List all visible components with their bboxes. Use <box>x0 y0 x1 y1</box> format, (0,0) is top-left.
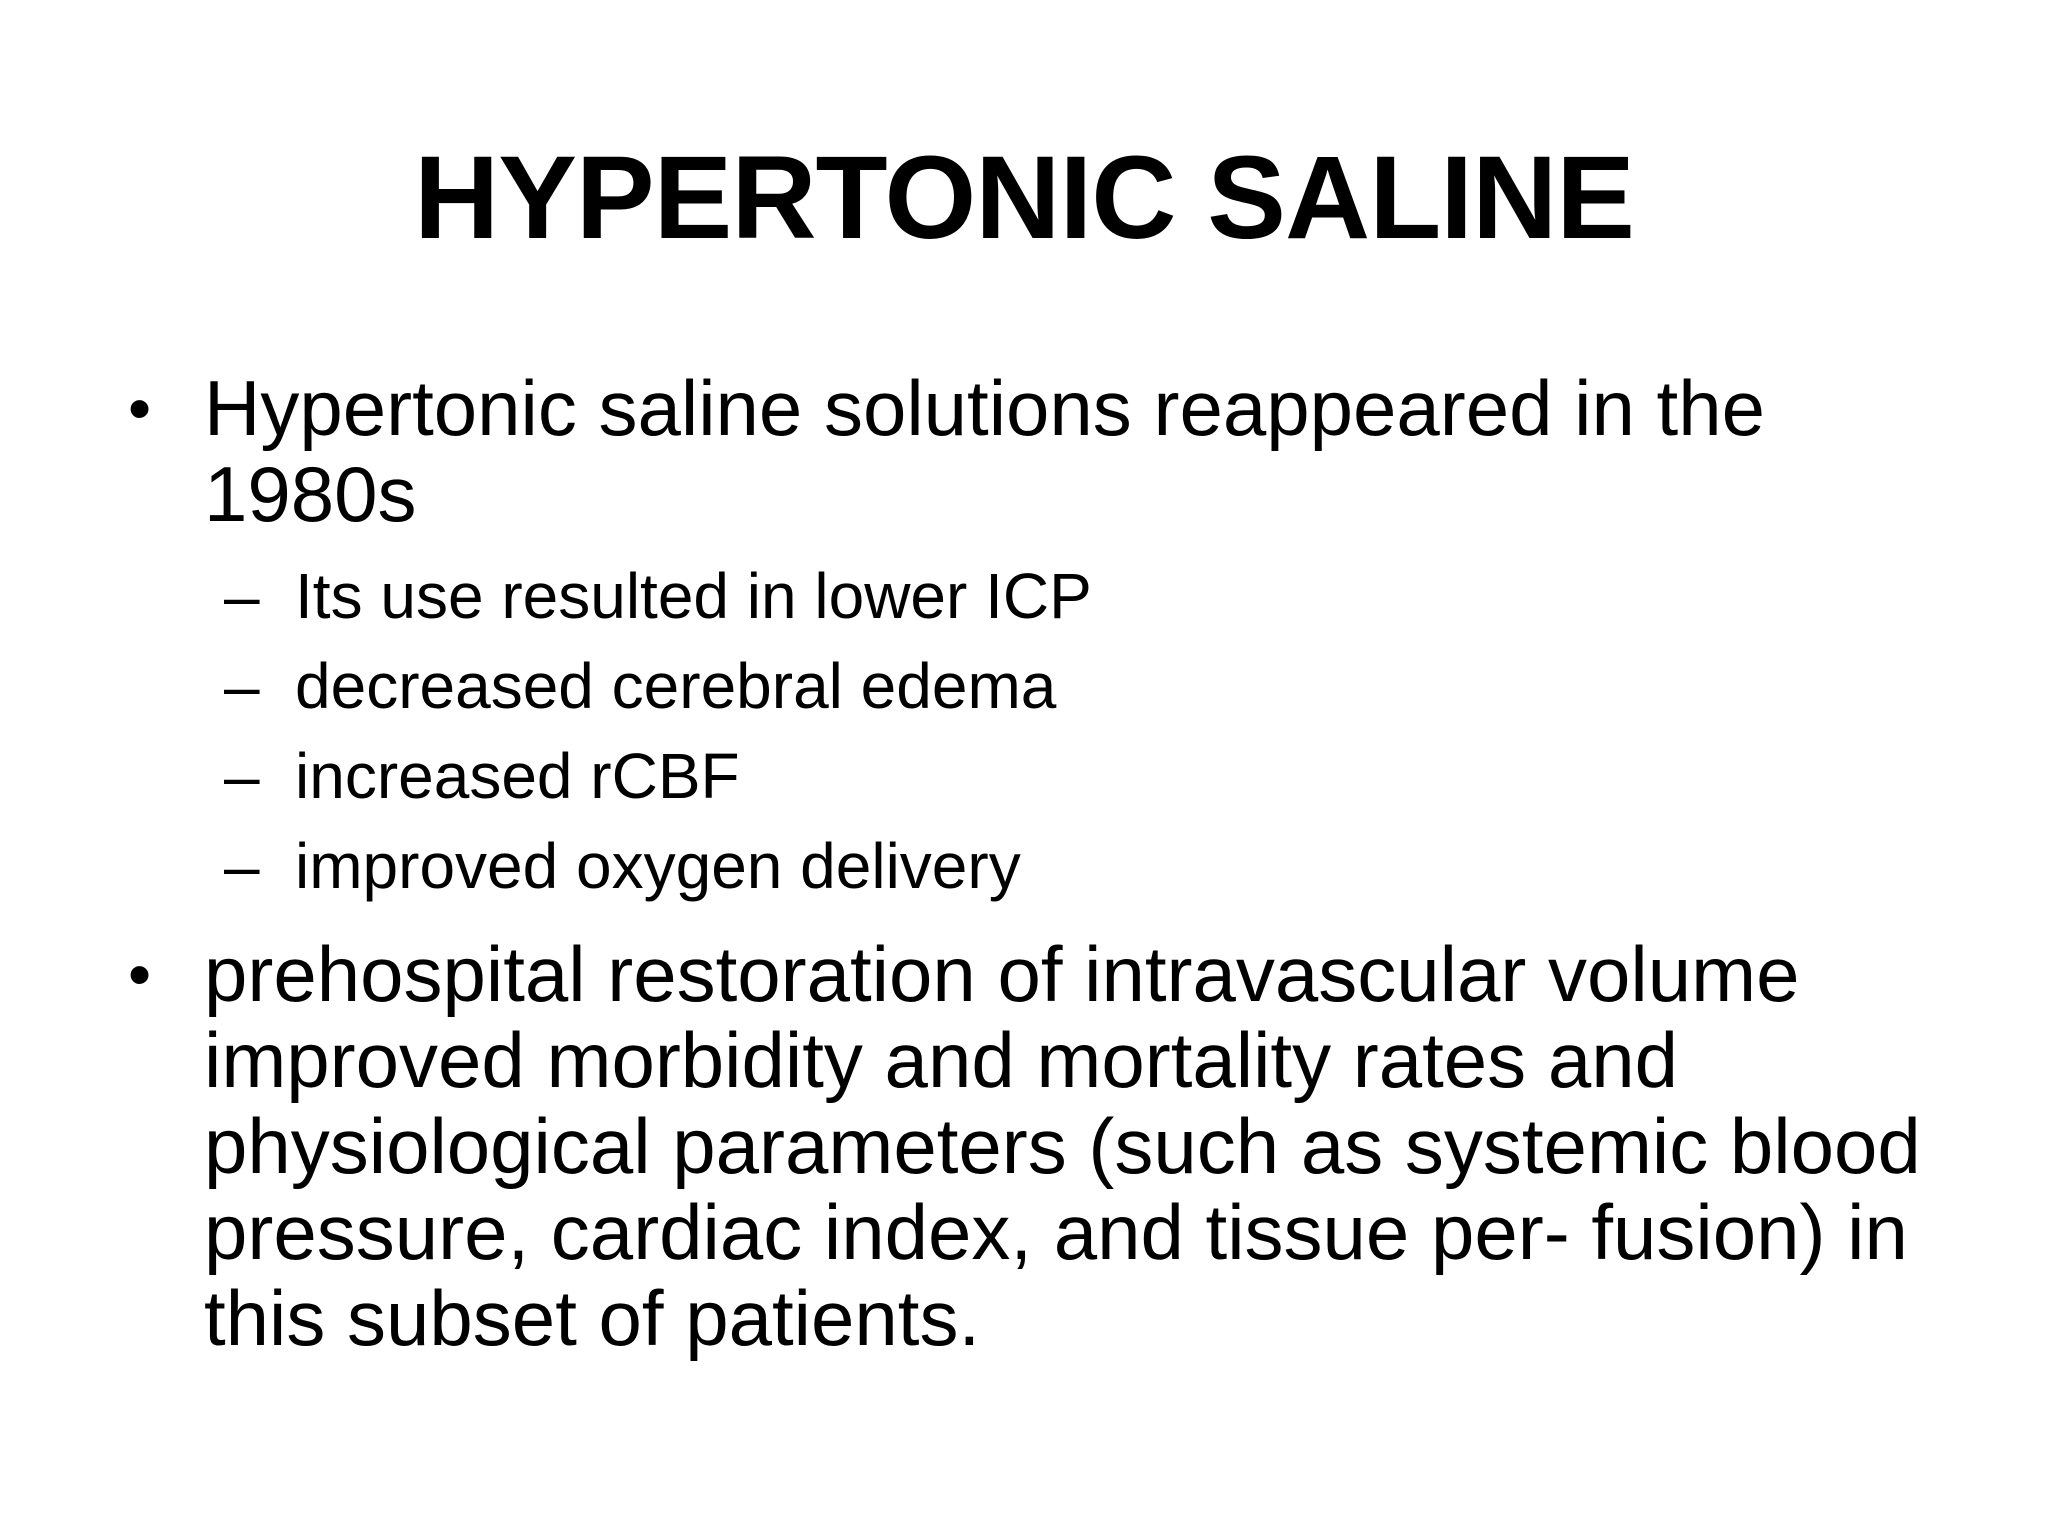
sub-bullet-item <box>128 731 1958 821</box>
bullet-item <box>128 931 1958 1361</box>
bullet-item <box>128 365 1958 537</box>
sub-bullet-item <box>128 821 1958 911</box>
sub-bullet-item <box>128 551 1958 641</box>
slide-content <box>128 365 1958 1361</box>
sub-bullet-marker: – <box>224 740 260 812</box>
sub-bullet-text: decreased cerebral edema <box>295 650 1057 722</box>
sub-bullet-marker: – <box>224 560 260 632</box>
sub-bullet-list <box>128 551 1958 911</box>
bullet-marker: • <box>128 937 152 1011</box>
bullet-marker: • <box>128 371 152 445</box>
sub-bullet-marker: – <box>224 650 260 722</box>
sub-bullet-text: increased rCBF <box>295 740 740 812</box>
sub-bullet-marker: – <box>224 830 260 902</box>
slide-title: HYPERTONIC SALINE <box>414 132 1634 264</box>
bullet-text: Hypertonic saline solutions reappeared in the 1980s <box>204 364 1765 538</box>
sub-bullet-text: improved oxygen delivery <box>295 830 1021 902</box>
sub-bullet-text: Its use resulted in lower ICP <box>295 560 1092 632</box>
sub-bullet-item <box>128 641 1958 731</box>
bullet-text: prehospital restoration of intravascular volume improved morbidity and mortality rates and physiological parameters (such as systemic blood pressure, cardiac index, and tissue per- fusion) in this subset of patients. <box>204 930 1921 1362</box>
